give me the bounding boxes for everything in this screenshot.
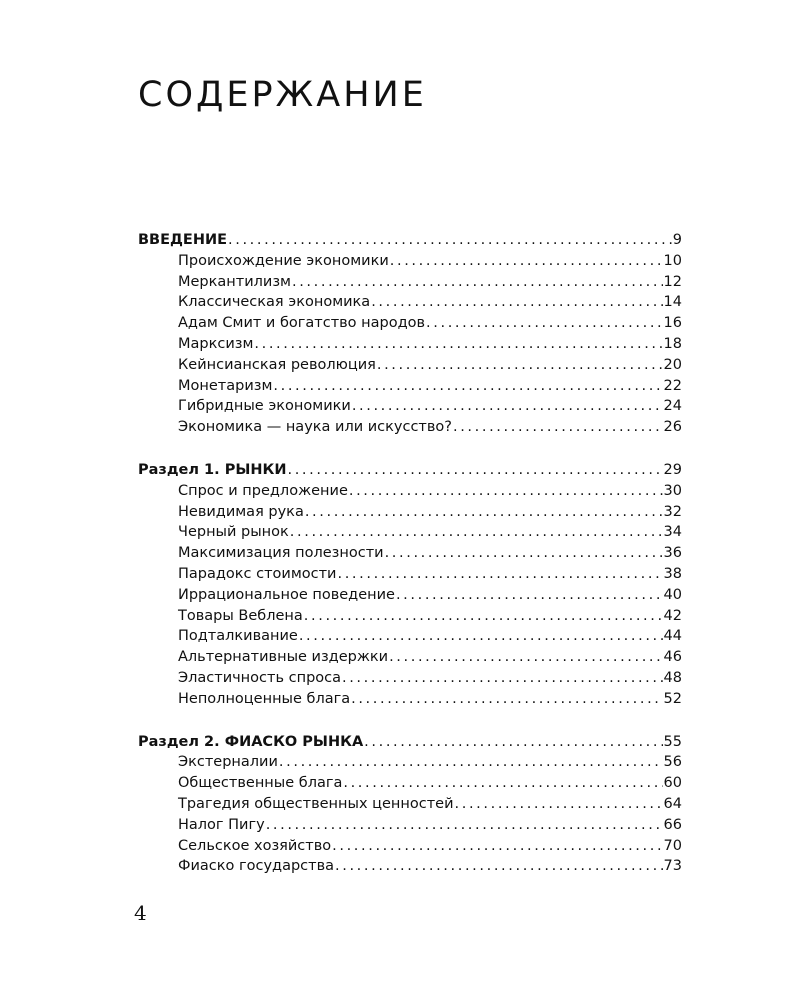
toc-entry-page: 44: [663, 628, 682, 645]
toc-entry-label: Невидимая рука: [178, 503, 304, 520]
dot-leader: [287, 460, 662, 481]
toc-entry-page: 34: [663, 524, 682, 541]
toc-section: [138, 460, 682, 710]
toc-section: [138, 230, 682, 438]
toc-entry-page: 12: [663, 273, 682, 290]
toc-section-heading-page: 9: [672, 232, 682, 248]
dot-leader: [343, 773, 662, 794]
toc-entry: [138, 856, 682, 877]
toc-entry: [138, 417, 682, 438]
dot-leader: [371, 292, 662, 313]
toc-entry: [138, 272, 682, 293]
toc-entry: [138, 585, 682, 606]
toc-entry-page: 36: [663, 545, 682, 562]
toc-entry: [138, 543, 682, 564]
toc-entry-page: 10: [663, 252, 682, 269]
toc-entry-label: Кейнсианская революция: [178, 356, 376, 373]
dot-leader: [455, 794, 663, 815]
dot-leader: [453, 417, 663, 438]
toc-entry-page: 26: [663, 419, 682, 436]
dot-leader: [337, 564, 662, 585]
toc-entry-label: Гибридные экономики: [178, 398, 351, 415]
toc-entry-label: Марксизм: [178, 335, 254, 352]
toc-entry: [138, 292, 682, 313]
toc-entry-label: Парадокс стоимости: [178, 565, 337, 582]
toc-entry-label: Неполноценные блага: [178, 690, 351, 707]
toc-entry-page: 56: [663, 754, 682, 771]
toc-entry-page: 42: [663, 607, 682, 624]
toc-entry: [138, 355, 682, 376]
dot-leader: [290, 522, 663, 543]
toc-entry-label: Эластичность спроса: [178, 669, 341, 686]
toc-entry: [138, 773, 682, 794]
toc-entry-page: 46: [663, 649, 682, 666]
toc-entry-page: 14: [663, 294, 682, 311]
dot-leader: [390, 251, 663, 272]
toc-entry: [138, 481, 682, 502]
toc-entry-label: Экстерналии: [178, 754, 278, 771]
toc-entry: [138, 334, 682, 355]
dot-leader: [352, 396, 663, 417]
toc-entry-label: Налог Пигу: [178, 816, 265, 833]
toc-entry-page: 32: [663, 503, 682, 520]
toc-entry-label: Общественные блага: [178, 775, 343, 792]
toc-entry-page: 52: [663, 690, 682, 707]
toc-entry-page: 66: [663, 816, 682, 833]
toc-entry: [138, 522, 682, 543]
toc-entry-page: 30: [663, 482, 682, 499]
toc-section-heading-label: ВВЕДЕНИЕ: [138, 232, 228, 248]
toc-entry-label: Черный рынок: [178, 524, 289, 541]
toc-entry-page: 73: [663, 858, 682, 875]
dot-leader: [426, 313, 663, 334]
toc-entry: [138, 794, 682, 815]
toc-entry-label: Происхождение экономики: [178, 252, 389, 269]
dot-leader: [349, 481, 663, 502]
toc-entry-label: Альтернативные издержки: [178, 649, 389, 666]
page-title: СОДЕРЖАНИЕ: [138, 75, 427, 115]
toc-entry-label: Подталкивание: [178, 628, 298, 645]
toc-entry-label: Спрос и предложение: [178, 482, 348, 499]
toc-entry-label: Монетаризм: [178, 377, 273, 394]
toc-section-heading-label: Раздел 2. ФИАСКО РЫНКА: [138, 733, 364, 750]
dot-leader: [273, 376, 662, 397]
toc-entry: [138, 668, 682, 689]
dot-leader: [364, 732, 662, 753]
toc-entry: [138, 626, 682, 647]
dot-leader: [396, 585, 663, 606]
dot-leader: [377, 355, 663, 376]
dot-leader: [292, 272, 663, 293]
toc-section-heading: [138, 230, 682, 251]
table-of-contents: [138, 230, 682, 899]
dot-leader: [279, 752, 663, 773]
toc-entry-label: Товары Веблена: [178, 607, 303, 624]
toc-entry: [138, 564, 682, 585]
toc-entry: [138, 836, 682, 857]
toc-entry-page: 22: [663, 377, 682, 394]
toc-entry-label: Меркантилизм: [178, 273, 291, 290]
toc-entry-label: Трагедия общественных ценностей: [178, 795, 454, 812]
toc-entry: [138, 752, 682, 773]
toc-entry-page: 48: [663, 669, 682, 686]
toc-entry-page: 16: [663, 315, 682, 332]
dot-leader: [389, 647, 662, 668]
dot-leader: [228, 230, 672, 251]
dot-leader: [299, 626, 663, 647]
toc-entry: [138, 647, 682, 668]
toc-entry-label: Экономика — наука или искусство?: [178, 419, 452, 436]
dot-leader: [342, 668, 663, 689]
toc-entry: [138, 815, 682, 836]
toc-section-heading-page: 55: [663, 733, 682, 750]
toc-entry-label: Фиаско государства: [178, 858, 335, 875]
toc-entry: [138, 251, 682, 272]
toc-entry-page: 20: [663, 356, 682, 373]
dot-leader: [385, 543, 663, 564]
toc-entry: [138, 689, 682, 710]
toc-section-heading: [138, 460, 682, 481]
toc-entry-page: 40: [663, 586, 682, 603]
toc-section-heading-page: 29: [663, 461, 682, 478]
dot-leader: [266, 815, 663, 836]
dot-leader: [335, 856, 663, 877]
dot-leader: [351, 689, 662, 710]
page-number: 4: [134, 901, 147, 925]
toc-entry-page: 64: [663, 795, 682, 812]
toc-entry-page: 24: [663, 398, 682, 415]
toc-section-heading: [138, 732, 682, 753]
toc-entry-page: 70: [663, 837, 682, 854]
toc-entry: [138, 396, 682, 417]
dot-leader: [254, 334, 662, 355]
toc-entry: [138, 502, 682, 523]
toc-entry-label: Адам Смит и богатство народов: [178, 315, 426, 332]
toc-entry-label: Максимизация полезности: [178, 545, 384, 562]
toc-entry: [138, 606, 682, 627]
toc-entry-page: 60: [663, 775, 682, 792]
toc-entry-page: 18: [663, 335, 682, 352]
toc-entry-label: Иррациональное поведение: [178, 586, 395, 603]
dot-leader: [305, 502, 663, 523]
toc-entry: [138, 313, 682, 334]
toc-section-heading-label: Раздел 1. РЫНКИ: [138, 461, 287, 478]
toc-entry-label: Классическая экономика: [178, 294, 371, 311]
toc-section: [138, 732, 682, 878]
toc-entry-label: Сельское хозяйство: [178, 837, 332, 854]
dot-leader: [304, 606, 663, 627]
toc-entry: [138, 376, 682, 397]
toc-entry-page: 38: [663, 565, 682, 582]
dot-leader: [332, 836, 662, 857]
